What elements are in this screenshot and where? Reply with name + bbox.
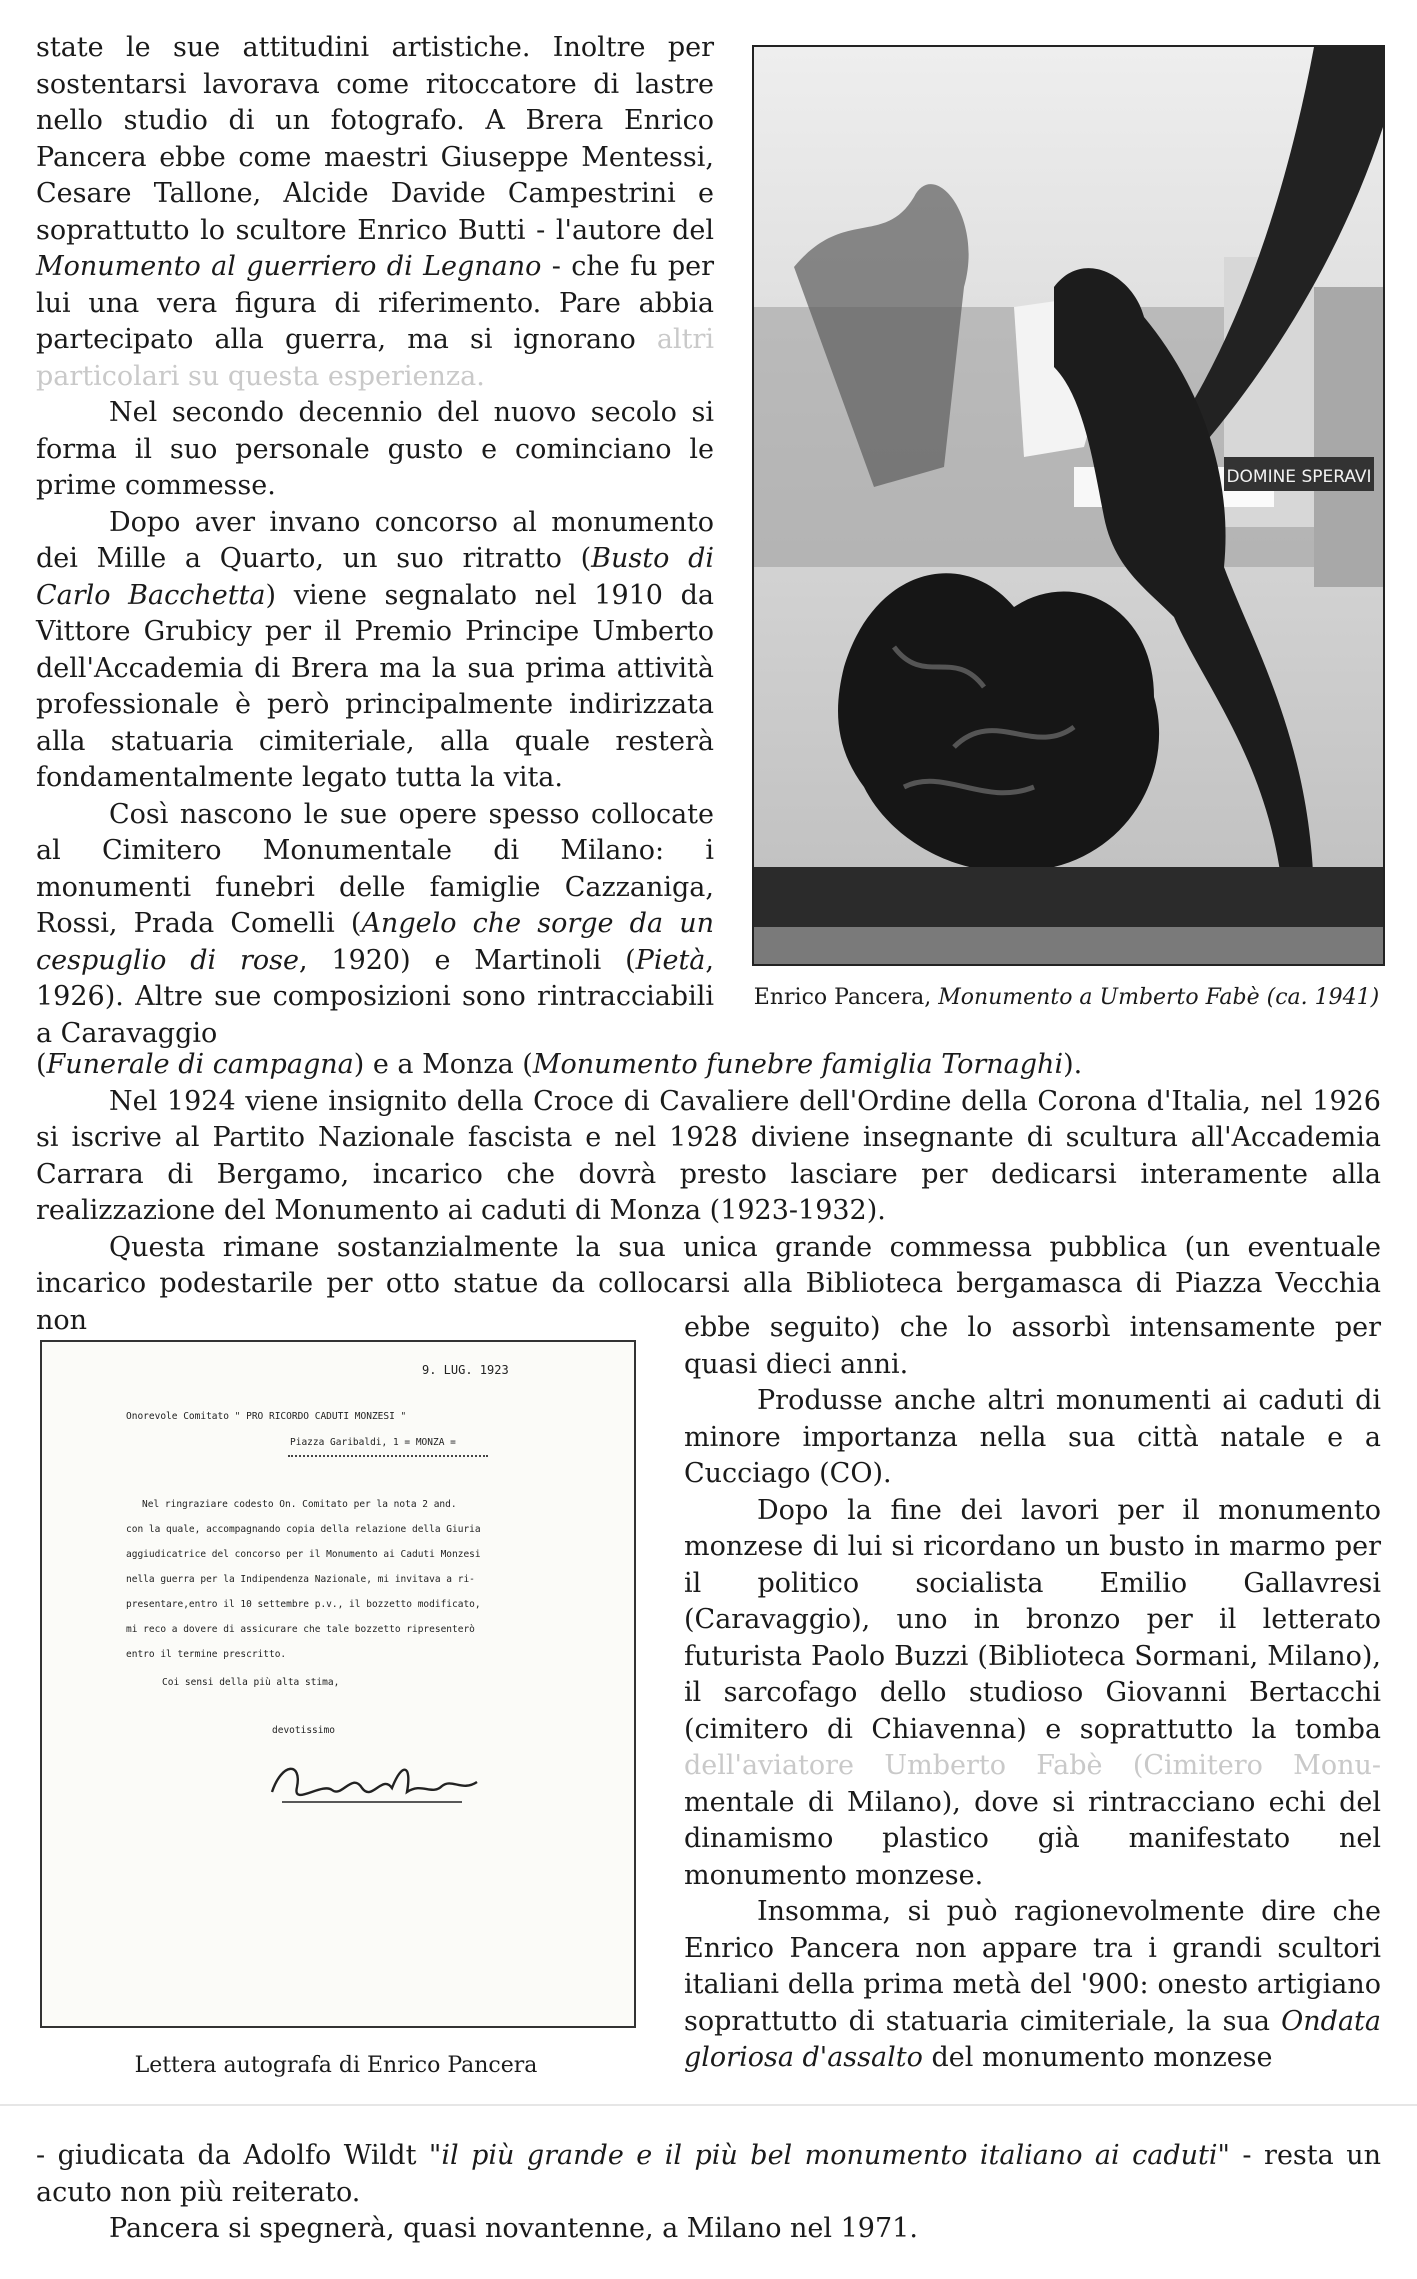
letter-line: nella guerra per la Indipendenza Nazionale, mi invitava a ri- (126, 1574, 475, 1585)
paragraph: Questa rimane sostanzialmente la sua unica grande commessa pubblica (un eventuale incarico podestarile per otto statue da collocarsi alla Biblioteca bergamasca di Piazza Vecchia non (36, 1231, 1381, 1336)
text-span: - giudicata da Adolfo Wildt " (36, 2140, 442, 2171)
caption-author: Enrico Pancera, (753, 985, 939, 1010)
paragraph (36, 505, 714, 797)
italic-title: Pietà (635, 944, 706, 976)
italic-title: Monumento al guerriero di Legnano (36, 251, 542, 282)
paragraph (36, 2138, 1381, 2211)
page-divider (0, 2104, 1417, 2106)
bottom-text-block (36, 2138, 1381, 2248)
paragraph (36, 30, 714, 395)
letter-line: aggiudicatrice del concorso per il Monumento ai Caduti Monzesi (126, 1549, 481, 1560)
paragraph (36, 797, 714, 1053)
text-span: mentale di Milano), dove si rintracciano echi del dinamismo plastico già manifestato nel monumento monzese. (684, 1786, 1381, 1891)
paragraph: ebbe seguito) che lo assorbì intensamente per quasi dieci anni. (684, 1312, 1381, 1380)
italic-title: Monumento funebre famiglia Tornaghi (532, 1049, 1064, 1080)
letter-underline (288, 1455, 488, 1457)
paragraph (684, 1894, 1381, 2077)
paragraph: (Funerale di campagna) e a Monza (Monumento funebre famiglia Tornaghi). (36, 1049, 1083, 1080)
paragraph: Nel secondo decennio del nuovo secolo si forma il suo personale gusto e cominciano le prime commesse. (36, 397, 714, 501)
letter-date: 9. LUG. 1923 (422, 1363, 509, 1377)
letter-line: mi reco a dovere di assicurare che tale bozzetto ripresenterò (126, 1624, 475, 1635)
sculpture-photo (752, 45, 1385, 966)
text-span: - che fu per lui una vera figura di riferimento. Pare abbia partecipato alla guerra, ma si ignorano (36, 251, 714, 355)
text-span: " - resta un acuto non più reiterato. (36, 2140, 1381, 2208)
faded-text: dell'aviatore Umberto Fabè (Cimitero Monu- (684, 1750, 1381, 1781)
right-column (684, 1310, 1381, 2077)
wide-text-block (36, 1047, 1381, 1339)
text-span: Insomma, si può ragionevolmente dire che Enrico Pancera non appare tra i grandi scultori italiani della prima metà del '900: onesto artigiano soprattutto di statuaria cimiteriale, la sua (684, 1896, 1381, 2037)
letter-line: con la quale, accompagnando copia della relazione della Giuria (126, 1524, 481, 1535)
tomb-inscription: DOMINE SPERAVI (1226, 467, 1372, 487)
text-span: state le sue attitudini artistiche. Inoltre per sostentarsi lavorava come ritoccatore di lastre nello studio di un fotografo. A Brera Enrico Pancera ebbe come maestri Giuseppe Mentessi, Cesare Tallone, Alcide Davide Campestrini e soprattutto lo scultore Enrico Butti - l'autore del (36, 32, 714, 246)
text-span: ). (1063, 1049, 1083, 1080)
letter-line: devotissimo (272, 1725, 335, 1736)
italic-title: Angelo che sorge da un cespuglio di rose (36, 908, 714, 976)
paragraph: Pancera si spegnerà, quasi novantenne, a Milano nel 1971. (109, 2213, 918, 2244)
text-span: Così nascono le sue opere spesso collocate al Cimitero Monumentale di Milano: i monumenti funebri delle famiglie Cazzaniga, Rossi, Prada Comelli ( (36, 798, 714, 939)
italic-quote: il più grande e il più bel monumento italiano ai caduti (441, 2140, 1218, 2171)
letter-line: Coi sensi della più alta stima, (162, 1677, 340, 1688)
text-span: ) viene segnalato nel 1910 da Vittore Grubicy per il Premio Principe Umberto dell'Accademia di Brera ma la sua prima attività professionale è però principalmente indirizzata alla statuaria cimiteriale, alla quale resterà fondamentalmente legato tutta la vita. (36, 579, 714, 793)
italic-title: Ondata gloriosa d'assalto (684, 2005, 1381, 2073)
faded-text: altri particolari su questa esperienza. (36, 324, 714, 392)
text-span: Dopo la fine dei lavori per il monumento monzese di lui si ricordano un busto in marmo per il politico socialista Emilio Gallavresi (Caravaggio), uno in bronzo per il letterato futurista Paolo Buzzi (Biblioteca Sormani, Milano), il sarcofago dello studioso Giovanni Bertacchi (cimitero di Chiavenna) e soprattutto la tomba (684, 1494, 1381, 1745)
paragraph: Nel 1924 viene insignito della Croce di Cavaliere dell'Ordine della Corona d'Italia, nel 1926 si iscrive al Partito Nazionale fascista e nel 1928 diviene insegnante di scultura all'Accademia Carrara di Bergamo, incarico che dovrà presto lasciare per dedicarsi interamente alla realizzazione del Monumento ai caduti di Monza (1923-1932). (36, 1085, 1381, 1226)
text-span: , 1920) e Martinoli ( (299, 944, 636, 976)
paragraph (684, 1493, 1381, 1895)
letter-caption: Lettera autografa di Enrico Pancera (134, 2053, 538, 2078)
text-span: Dopo aver invano concorso al monumento dei Mille a Quarto, un suo ritratto ( (36, 506, 714, 574)
letter-line: presentare,entro il 10 settembre p.v., il bozzetto modificato, (126, 1599, 481, 1610)
photo-caption (752, 984, 1381, 1012)
text-span: ) e a Monza ( (353, 1049, 533, 1080)
caption-title: Monumento a Umberto Fabè (ca. 1941) (938, 985, 1380, 1010)
paragraph: Produsse anche altri monumenti ai caduti di minore importanza nella sua città natale e a Cucciago (CO). (684, 1385, 1381, 1489)
letter-line: entro il termine prescritto. (126, 1649, 287, 1660)
letter-line: Piazza Garibaldi, 1 = MONZA = (290, 1437, 456, 1448)
italic-title: Busto di Carlo Bacchetta (36, 543, 714, 611)
letter-line: Nel ringraziare codesto On. Comitato per la nota 2 and. (142, 1499, 457, 1510)
sculpture-illustration (754, 47, 1383, 964)
autograph-letter (40, 1340, 636, 2028)
letter-line: Onorevole Comitato " PRO RICORDO CADUTI MONZESI " (126, 1411, 407, 1422)
italic-title: Funerale di campagna (46, 1049, 354, 1080)
text-span: , 1926). Altre sue composizioni sono rintracciabili a Caravaggio (36, 944, 714, 1049)
signature-graphic (262, 1752, 492, 1812)
text-span: del monumento monzese (922, 2042, 1273, 2073)
left-column (36, 30, 714, 1052)
